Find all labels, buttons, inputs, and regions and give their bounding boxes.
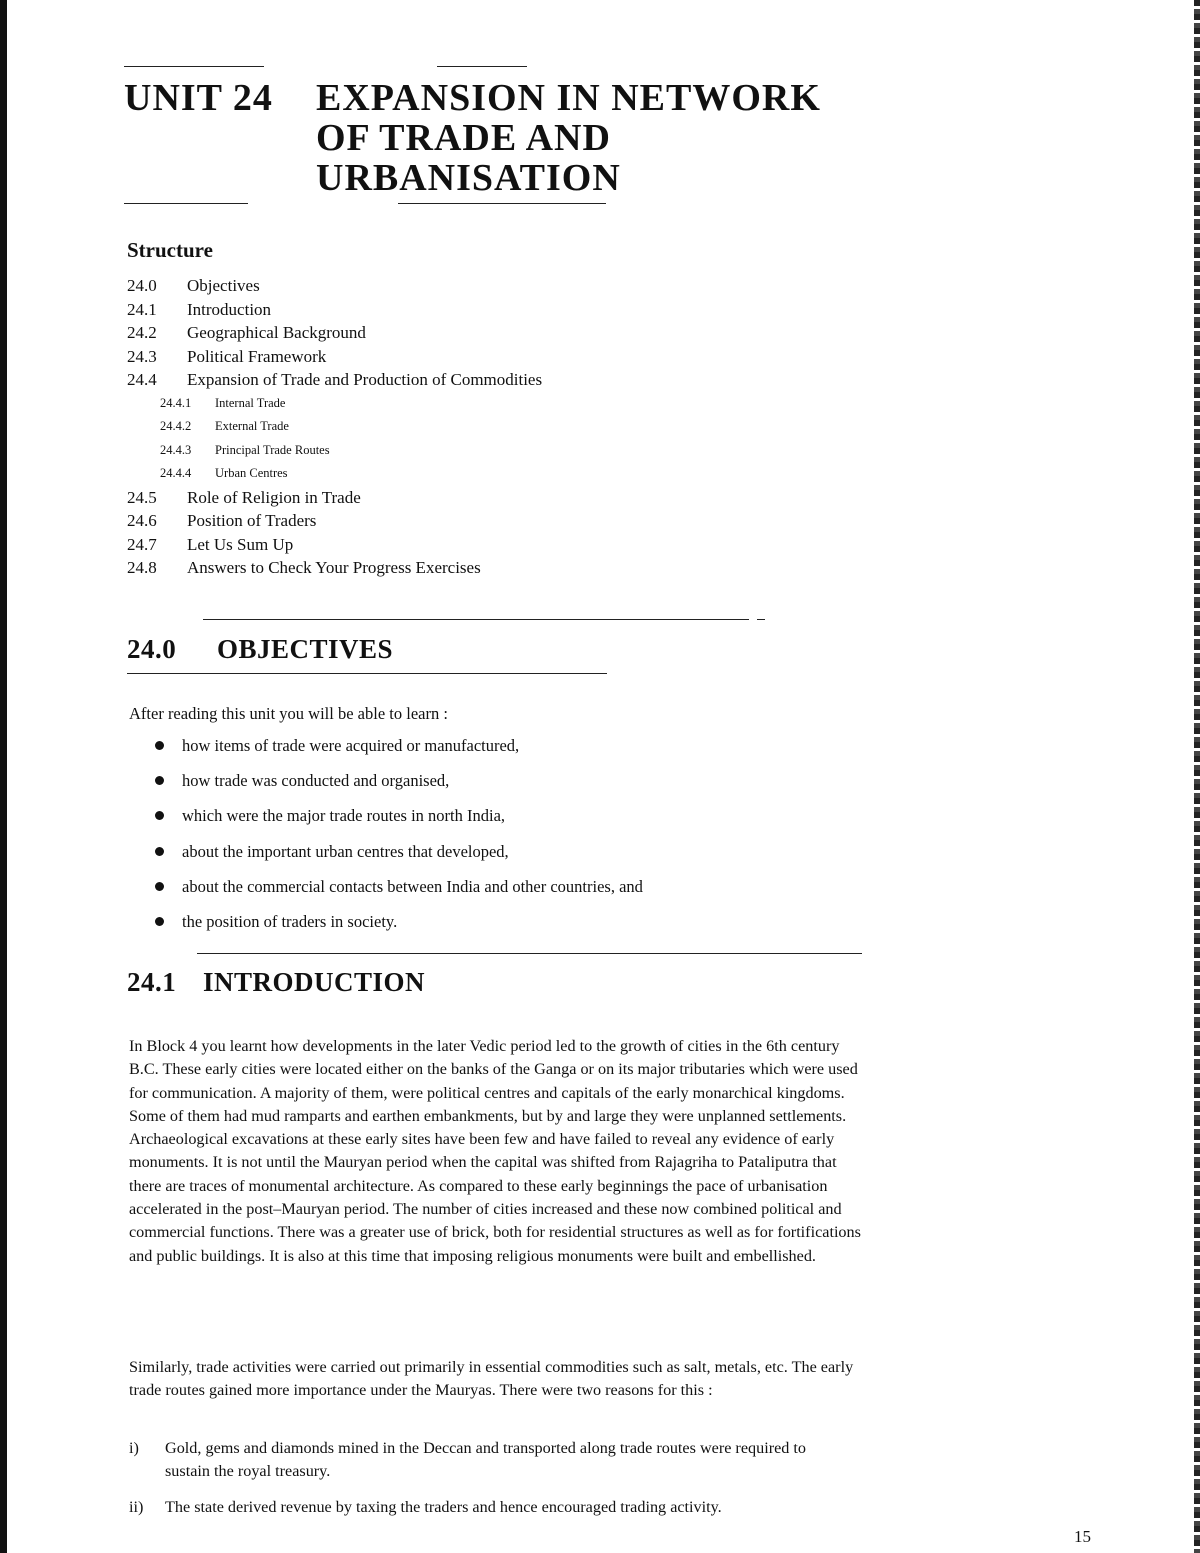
unit-title-line: URBANISATION: [316, 157, 621, 199]
list-item: which were the major trade routes in north India,: [155, 805, 875, 840]
unit-number: UNIT 24: [124, 77, 273, 119]
toc-item[interactable]: 24.0 Objectives: [127, 276, 260, 295]
section-rule-objectives: [203, 619, 749, 620]
toc-item[interactable]: 24.6 Position of Traders: [127, 511, 317, 530]
unit-title-line: OF TRADE AND: [316, 117, 611, 159]
bullet-icon: [155, 811, 164, 820]
objectives-heading: [127, 634, 393, 665]
title-rule-bottom-right: [398, 203, 606, 204]
objectives-list: [155, 735, 875, 946]
table-of-contents: [127, 274, 767, 580]
toc-item[interactable]: 24.1 Introduction: [127, 299, 272, 319]
bullet-icon: [155, 917, 164, 926]
bullet-icon: [155, 776, 164, 785]
toc-item[interactable]: 24.8 Answers to Check Your Progress Exercises: [127, 558, 481, 577]
toc-item[interactable]: 24.7 Let Us Sum Up: [127, 534, 294, 554]
page-number: 15: [1074, 1527, 1091, 1546]
objectives-intro: After reading this unit you will be able to learn :: [129, 704, 448, 723]
title-rule-bottom-left: [124, 203, 248, 204]
scan-edge-right: [1194, 0, 1200, 1553]
list-item: ii) The state derived revenue by taxing the traders and hence encouraged trading activity.: [129, 1497, 722, 1516]
introduction-heading: [127, 967, 425, 998]
bullet-icon: [155, 847, 164, 856]
section-title: INTRODUCTION: [203, 967, 426, 997]
toc-subitem[interactable]: 24.4.2 External Trade: [160, 419, 289, 433]
unit-title-line: EXPANSION IN NETWORK: [316, 77, 821, 119]
title-rule-top-left: [124, 66, 264, 67]
list-item: how trade was conducted and organised,: [155, 770, 875, 805]
title-rule-top-right: [437, 66, 527, 67]
toc-item[interactable]: 24.2 Geographical Background: [127, 323, 366, 342]
section-rule-objectives-dash: [757, 619, 765, 620]
bullet-icon: [155, 741, 164, 750]
scan-edge-left: [0, 0, 7, 1553]
introduction-paragraph: Similarly, trade activities were carried out primarily in essential commodities such as salt, metals, etc. The early trade routes gained more importance under the Mauryas. There were two reasons for this :: [129, 1358, 854, 1400]
section-number: 24.0: [127, 634, 177, 664]
toc-item[interactable]: 24.4 Expansion of Trade and Production of Commodities: [127, 370, 543, 389]
list-item: about the commercial contacts between India and other countries, and: [155, 876, 875, 911]
list-item: i) Gold, gems and diamonds mined in the Deccan and transported along trade routes were required to sustain the royal treasury.: [129, 1439, 807, 1481]
section-rule-introduction: [197, 953, 862, 954]
introduction-paragraph: In Block 4 you learnt how developments in the later Vedic period led to the growth of cities in the 6th century B.C. These early cities were located either on the banks of the Ganga or on its major tributaries which were used for communication. A majority of them, were political centres and capitals of the early monarchical kingdoms. Some of them had mud ramparts and earthen embankments, but by and large they were unplanned settlements. Archaeological excavations at these early sites have been few and have failed to reveal any evidence of early monuments. It is not until the Mauryan period when the capital was shifted from Rajagriha to Pataliputra that there are traces of monumental architecture. As compared to these early beginnings the pace of urbanisation accelerated in the post–Mauryan period. The number of cities increased and these now combined political and commercial functions. There was a greater use of brick, both for residential structures as well as for fortifications and public buildings. It is also at this time that imposing religious monuments were built and embellished.: [129, 1037, 861, 1265]
section-number: 24.1: [127, 967, 177, 997]
toc-item[interactable]: 24.3 Political Framework: [127, 346, 327, 366]
toc-subitem[interactable]: 24.4.3 Principal Trade Routes: [160, 442, 330, 457]
toc-subitem[interactable]: 24.4.4 Urban Centres: [160, 466, 288, 480]
section-title: OBJECTIVES: [217, 634, 394, 664]
list-item: about the important urban centres that developed,: [155, 841, 875, 876]
unit-title: [316, 78, 821, 198]
list-item: how items of trade were acquired or manufactured,: [155, 735, 875, 770]
objectives-underline: [127, 673, 607, 674]
structure-heading: Structure: [127, 238, 213, 262]
reasons-list: [129, 1437, 849, 1531]
list-item: the position of traders in society.: [155, 911, 875, 946]
toc-subitem[interactable]: 24.4.1 Internal Trade: [160, 395, 286, 410]
toc-item[interactable]: 24.5 Role of Religion in Trade: [127, 487, 361, 507]
bullet-icon: [155, 882, 164, 891]
